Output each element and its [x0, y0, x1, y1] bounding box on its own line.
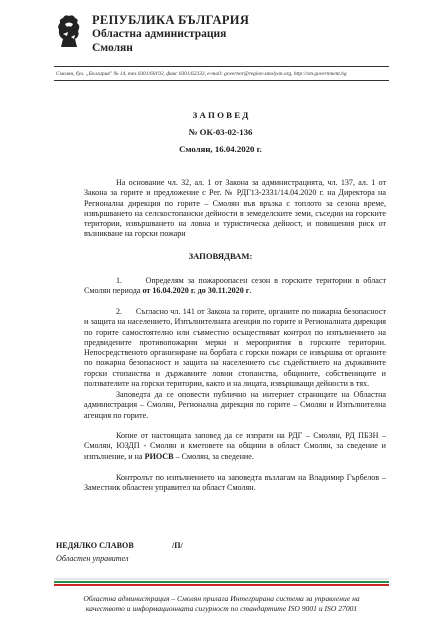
flag-stripe-red	[54, 584, 389, 586]
item-2-text: Съгласно чл. 141 от Закона за горите, органите по пожарна безопасност и защита на населението, Изпълнителната агенция по горите и Регионалната дирекция по горите самостоятелно или съвместно осъществяват контрол по изпълнението на предвидените противопожарни мерки и мероприятия в горските територии. Непосредственото организиране на борбата с горски пожари се извършва от органите по пожарна безопасност и защита на населението със съдействието на държавните горски стопанства и държавните ловни стопанства, общините, собствениците и ползвателите на горски територии, както и на лицата, извършващи дейности в тях.	[84, 307, 387, 389]
ordain-heading: ЗАПОВЯДВАМ:	[188, 251, 253, 261]
coat-of-arms-lion-icon	[54, 12, 84, 50]
footer-line-1: Областна администрация – Смолян прилага Интегрирана система за управление на	[83, 594, 360, 603]
copies-text-end: – Смолян, за сведение.	[175, 451, 254, 461]
item-1-text: Определям за пожароопасен сезон в горските територии в област Смолян периода	[84, 276, 386, 296]
control-paragraph: Контролът по изпълнението на заповедта възлагам на Владимир Гърбелов – Заместник областен управител на област Смолян.	[84, 473, 386, 493]
copies-paragraph	[84, 431, 386, 462]
item-1-number: 1.	[116, 276, 123, 285]
footer-line-2: качеството и информационната сигурност по стандартите ISO 9001 и ISO 27001	[85, 604, 358, 613]
item-1-end: .	[249, 286, 252, 296]
item-1-period: от 16.04.2020 г. до 30.11.2020 г	[142, 286, 250, 296]
header-contacts: Смолян, бул. „България" № 14, тел.0301/60192, факс 0301/62333, e-mail: governor@region-smolyan.org, http://sm.government.bg	[56, 71, 347, 77]
footer-iso-note	[54, 594, 389, 614]
signature-mark: /П/	[172, 541, 183, 550]
header-rule	[54, 66, 389, 67]
header-city: Смолян	[92, 42, 133, 54]
publish-paragraph: Заповедта да се оповести публично на интернет страниците на Областна администрация – Смолян, Регионална дирекция по горите – Смолян и Изпълнителна агенция по горите.	[84, 390, 386, 420]
header-administration: Областна администрация	[92, 28, 227, 40]
signature-role: Областен управител	[56, 554, 129, 563]
document-number: № ОК-03-02-136	[188, 127, 253, 137]
document-title: З А П О В Е Д	[192, 110, 249, 120]
header-republic: РЕПУБЛИКА БЪЛГАРИЯ	[92, 13, 250, 27]
item-1-paragraph	[84, 276, 386, 297]
item-2-number: 2.	[116, 307, 123, 316]
copies-text: Копие от настоящата заповед да се изпрати на РДГ – Смолян, РД ПБЗН – Смолян, ЮЗДП - Смолян и кметовете на общини в област Смолян, за сведение и изпълнение, и на	[84, 431, 386, 461]
signature-name: НЕДЯЛКО СЛАВОВ	[56, 541, 134, 550]
copies-riosv: РИОСВ	[144, 451, 174, 461]
flag-stripe-white	[54, 578, 389, 580]
document-place-date: Смолян, 16.04.2020 г.	[179, 144, 262, 154]
item-2-paragraph	[84, 307, 386, 389]
contacts-rule	[54, 80, 389, 81]
flag-stripe-green	[54, 581, 389, 583]
preamble-paragraph: На основание чл. 32, ал. 1 от Закона за администрацията, чл. 137, ал. 1 от Закона за горите и предложение с Рег. № РДГ13-2331/14.04.2020 г. на Директора на Регионална дирекция по горите – Смолян във връзка с топлото за сезона време, извършването на селскостопански дейности в земеделските земи, съседни на горските територии, извършването на ловна и туристическа дейност, и повишения риск от възникване на горски пожари	[84, 178, 386, 239]
